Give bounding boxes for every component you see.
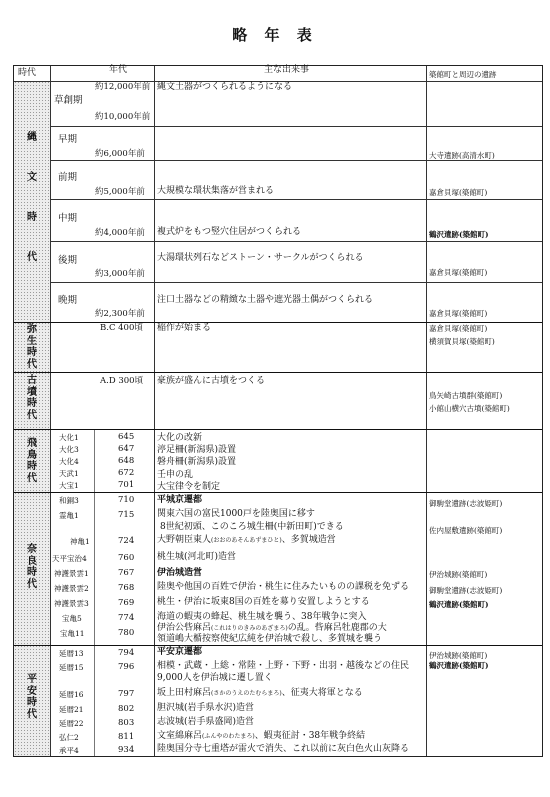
- nara-nengo: 神護景雲2: [54, 584, 89, 593]
- kofun-site: 小館山横穴古墳(築館町): [429, 404, 510, 413]
- heian-site: 鶴沢遺跡(築館町): [429, 661, 489, 670]
- jomon-year: 約5,000年前: [95, 187, 145, 197]
- era-label-nara: 奈良時代: [27, 544, 37, 590]
- heian-event-tail: 、征夷大将軍となる: [281, 688, 363, 698]
- yayoi-site: 嘉倉貝塚(築館町): [429, 324, 488, 333]
- heian-event: 胆沢城(岩手県水沢)造営: [157, 703, 255, 713]
- nara-event: 8世紀初頭、このころ城生柵(中新田町)できる: [160, 522, 344, 532]
- heian-ruby: (さかのうえのたむらまろ): [211, 690, 282, 697]
- era-label-jomon-2: 文: [27, 172, 37, 183]
- nara-year: 769: [118, 598, 135, 608]
- heian-event: 平安京遷都: [157, 647, 203, 657]
- nara-event: 陸奥や他国の百姓で伊治・桃生に住みたいものの課税を免ずる: [157, 582, 410, 592]
- heian-nengo: 延暦21: [59, 705, 84, 714]
- era-label-asuka: 飛鳥時代: [27, 438, 37, 484]
- heian-year: 934: [118, 745, 135, 755]
- nara-event: 関東六国の富民1000戸を陸奥国に移す: [157, 509, 315, 519]
- nara-nengo: 霊亀1: [59, 511, 79, 520]
- heian-event-line2: 9,000人を伊治城に遷し置く: [157, 673, 273, 683]
- nara-event-text: 伊治公呰麻呂: [157, 623, 212, 633]
- jomon-year: 約4,000年前: [95, 228, 145, 238]
- jomon-site: 嘉倉貝塚(築館町): [429, 188, 488, 197]
- asuka-year: 645: [118, 432, 135, 442]
- heian-event: [157, 731, 365, 742]
- heian-nengo: 延暦16: [59, 690, 84, 699]
- nara-nengo: 宝亀11: [60, 629, 85, 638]
- heian-year: 811: [118, 732, 135, 742]
- heian-event-text: 坂上田村麻呂: [157, 688, 212, 698]
- kofun-site: 鳥矢崎古墳群(築館町): [429, 391, 503, 400]
- chronology-table: [13, 65, 543, 757]
- header-site: 築館町と周辺の遺跡: [429, 70, 497, 79]
- nara-ruby: (おおのあそんあずまひと): [211, 537, 282, 544]
- period-chuki: 中期: [58, 213, 78, 224]
- heian-year: 802: [118, 704, 135, 714]
- jomon-event: 縄文土器がつくられるようになる: [157, 82, 293, 92]
- nara-nengo: 神護景雲3: [54, 599, 89, 608]
- heian-site: 伊治城跡(築館町): [429, 651, 488, 660]
- jomon-year: 約2,300年前: [95, 309, 145, 319]
- heian-event-text: 文室綿麻呂: [157, 731, 203, 741]
- page-title: 略 年 表: [232, 26, 318, 44]
- heian-year: 796: [118, 662, 135, 672]
- period-sosoki: 草創期: [54, 95, 83, 106]
- heian-year: 794: [118, 648, 135, 658]
- asuka-event: 大宝律令を制定: [157, 482, 221, 492]
- jomon-event: 大規模な環状集落が営まれる: [157, 186, 275, 196]
- asuka-year: 672: [118, 468, 135, 478]
- asuka-year: 648: [118, 456, 135, 466]
- jomon-year: 約12,000年前: [95, 82, 151, 92]
- jomon-site: 嘉倉貝塚(築館町): [429, 309, 488, 318]
- era-label-jomon-3: 時: [27, 212, 37, 223]
- jomon-site: 嘉倉貝塚(築館町): [429, 268, 488, 277]
- period-zenki: 前期: [58, 172, 78, 183]
- nara-year: 780: [118, 628, 135, 638]
- nara-nengo: 和銅3: [59, 496, 79, 505]
- nara-site: 御駒堂遺跡(志波姫町): [429, 499, 503, 508]
- kofun-year: A.D 300頃: [100, 376, 144, 386]
- nara-year: 715: [118, 510, 135, 520]
- heian-nengo: 承平4: [59, 746, 79, 755]
- period-soki: 早期: [58, 134, 78, 145]
- nara-ruby: (これはりのきみのあざまろ): [211, 625, 288, 632]
- heian-nengo: 延暦13: [59, 649, 84, 658]
- heian-nengo: 弘仁2: [59, 733, 79, 742]
- heian-ruby: (ふんやのわたまろ): [202, 733, 255, 740]
- nara-event-text: 大野朝臣東人: [157, 535, 212, 545]
- kofun-event: 豪族が盛んに古墳をつくる: [157, 376, 266, 386]
- jomon-site: 大寺遺跡(高清水町): [429, 151, 495, 160]
- nara-event: 伊治城造営: [157, 568, 203, 578]
- nara-nengo: 神護景雲1: [54, 569, 89, 578]
- nara-event: [157, 535, 336, 546]
- nara-event: 桃生城(河北町)造営: [157, 552, 237, 562]
- yayoi-event: 稲作が始まる: [157, 323, 212, 333]
- heian-year: 803: [118, 718, 135, 728]
- heian-event: 陸奥国分寺七重塔が雷火で消失、これ以前に灰白色火山灰降る: [157, 744, 410, 754]
- yayoi-year: B.C 400頃: [100, 323, 143, 333]
- era-column-jomon: [14, 81, 50, 322]
- nara-event-tail: の乱。呰麻呂牡鹿郡の大: [287, 623, 387, 633]
- heian-nengo: 延暦22: [59, 719, 84, 728]
- heian-year: 797: [118, 689, 135, 699]
- nara-nengo: 神亀1: [70, 537, 90, 546]
- nara-event-tail: 、多賀城造営: [281, 535, 336, 545]
- nara-event: 海道の蝦夷の蜂起、桃生城を襲う、38年戦争に突入: [157, 612, 367, 622]
- era-label-heian: 平安時代: [27, 674, 37, 720]
- heian-event: 相模・武蔵・上総・常陸・上野・下野・出羽・越後などの住民: [157, 661, 410, 671]
- period-koki: 後期: [58, 255, 78, 266]
- asuka-nengo: 大化1: [59, 433, 79, 442]
- nara-event: [157, 623, 387, 634]
- heian-event: 志波城(岩手県盛岡)造営: [157, 717, 255, 727]
- nara-event-line2: 領道嶋大楯按察使紀広純を伊治城で殺し、多賀城を襲う: [157, 634, 383, 644]
- header-era: 時代: [18, 68, 37, 78]
- asuka-event: 大化の改新: [157, 433, 203, 443]
- header-event: 主な出来事: [264, 65, 310, 75]
- jomon-event: 注口土器などの精緻な土器や遮光器土偶がつくられる: [157, 295, 374, 305]
- nara-site: 佐内屋敷遺跡(築館町): [429, 526, 503, 535]
- header-year: 年代: [109, 65, 128, 75]
- asuka-year: 701: [118, 480, 135, 490]
- jomon-year: 約6,000年前: [95, 149, 145, 159]
- nara-nengo: 天平宝治4: [52, 554, 87, 563]
- period-banki: 晩期: [58, 295, 78, 306]
- nara-year: 760: [118, 553, 135, 563]
- nara-event: 桃生・伊治に坂東8国の百姓を募り安置しようとする: [157, 597, 370, 607]
- heian-event-tail: 、蝦夷征討・38年戦争終結: [254, 731, 366, 741]
- asuka-event: 磐舟柵(新潟県)設置: [157, 457, 237, 467]
- nara-site: 伊治城跡(築館町): [429, 570, 488, 579]
- asuka-nengo: 天武1: [59, 469, 79, 478]
- nara-site: 鶴沢遺跡(築館町): [429, 600, 489, 609]
- nara-site: 御駒堂遺跡(志波姫町): [429, 586, 503, 595]
- jomon-site: 鶴沢遺跡(築館町): [429, 230, 489, 239]
- asuka-event: 渟足柵(新潟県)設置: [157, 445, 237, 455]
- era-label-yayoi: 弥生時代: [27, 324, 37, 370]
- nara-event: 平城京遷都: [157, 495, 203, 505]
- asuka-year: 647: [118, 444, 135, 454]
- heian-nengo: 延暦15: [59, 663, 84, 672]
- jomon-event: 大湯環状列石などストーン・サークルがつくられる: [157, 253, 364, 263]
- jomon-event: 複式炉をもつ竪穴住居がつくられる: [157, 227, 302, 237]
- nara-year: 774: [118, 613, 135, 623]
- era-label-kofun: 古墳時代: [27, 375, 37, 421]
- era-label-jomon-4: 代: [27, 252, 37, 263]
- nara-year: 710: [118, 495, 135, 505]
- asuka-nengo: 大化3: [59, 445, 79, 454]
- jomon-year: 約10,000年前: [95, 112, 151, 122]
- nara-year: 768: [118, 583, 135, 593]
- heian-event: [157, 688, 363, 699]
- nara-year: 767: [118, 568, 135, 578]
- nara-nengo: 宝亀5: [62, 614, 82, 623]
- era-label-jomon-1: 縄: [27, 132, 37, 143]
- asuka-nengo: 大宝1: [59, 481, 79, 490]
- asuka-event: 壬申の乱: [157, 470, 194, 480]
- nara-year: 724: [118, 536, 135, 546]
- asuka-nengo: 大化4: [59, 457, 79, 466]
- jomon-year: 約3,000年前: [95, 269, 145, 279]
- yayoi-site: 横須賀貝塚(築館町): [429, 337, 495, 346]
